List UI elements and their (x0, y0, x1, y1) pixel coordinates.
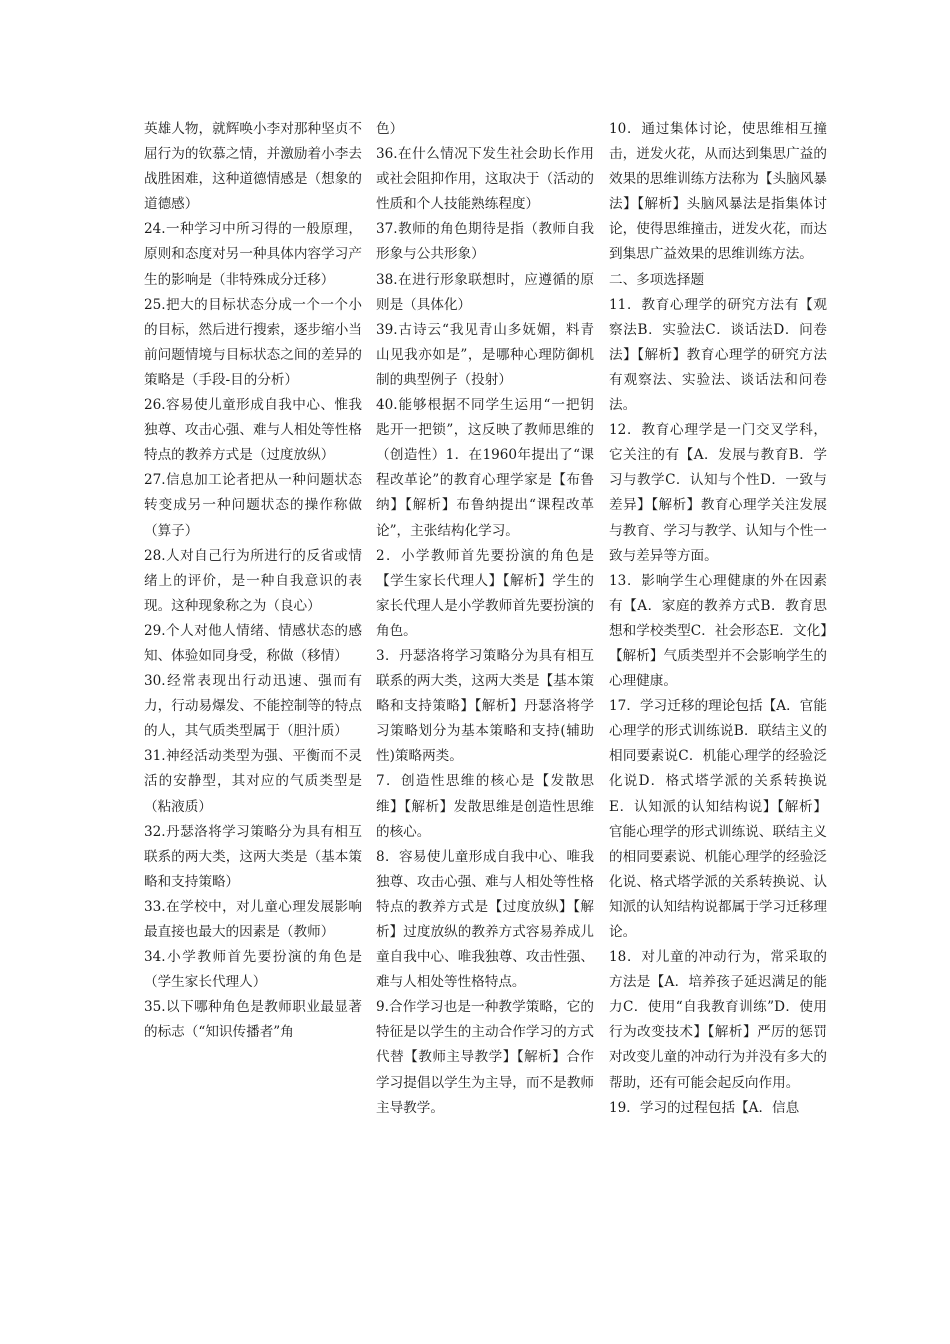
paragraph: 10．通过集体讨论，使思维相互撞击，迸发火花，从而达到集思广益的效果的思维训练方法称为【头脑风暴法】【解析】头脑风暴法是指集体讨论，使得思维撞击，迸发火花，而达到集思广益效果的思维训练方法。 (609, 121, 827, 263)
paragraph: 7．创造性思维的核心是【发散思维】【解析】发散思维是创造性思维的核心。 (376, 773, 594, 840)
paragraph: 12．教育心理学是一门交叉学科，它关注的有【A．发展与教育B．学习与教学C．认知与个性D．一致与差异】【解析】教育心理学关注发展与教育、学习与教学、认知与个性一致与差异等方面。 (609, 422, 827, 564)
paragraph: 17．学习迁移的理论包括【A．官能心理学的形式训练说B．联结主义的相同要素说C．机能心理学的经验泛化说D．格式塔学派的关系转换说E．认知派的认知结构说】【解析】官能心理学的形式训练说、联结主义的相同要素说、机能心理学的经验泛化说、格式塔学派的关系转换说、认知派的认知结构说都属于学习迁移理论。 (609, 698, 827, 940)
paragraph: 18．对儿童的冲动行为，常采取的方法是【A．培养孩子延迟满足的能力C．使用“自我教育训练”D．使用行为改变技术】【解析】严厉的惩罚对改变儿童的冲动行为并没有多大的帮助，还有可能会起反向作用。 (609, 949, 827, 1091)
paragraph: 2．小学教师首先要扮演的角色是【学生家长代理人】【解析】学生的家长代理人是小学教师首先要扮演的角色。 (376, 547, 594, 639)
paragraph: 29.个人对他人情绪、情感状态的感知、体验如同身受，称做（移情） (144, 622, 362, 664)
paragraph: 8．容易使儿童形成自我中心、唯我独尊、攻击心强、难与人相处等性格特点的教养方式是【过度放纵】【解析】过度放纵的教养方式容易养成儿童自我中心、唯我独尊、攻击性强、难与人相处等性格特点。 (376, 848, 594, 991)
section-heading: 二、多项选择题 (609, 271, 705, 288)
text-column-right (609, 117, 827, 1121)
paragraph: 色） (376, 121, 404, 137)
paragraph: 31.神经活动类型为强、平衡而不灵活的安静型，其对应的气质类型是（粘液质） (144, 748, 362, 815)
paragraph: 11．教育心理学的研究方法有【观察法B．实验法C．谈话法D．问卷法】【解析】教育心理学的研究方法有观察法、实验法、谈话法和问卷法。 (609, 296, 827, 414)
paragraph: 13．影响学生心理健康的外在因素有【A．家庭的教养方式B．教育思想和学校类型C．社会形态E．文化】【解析】气质类型并不会影响学生的心理健康。 (609, 572, 827, 690)
paragraph: 34.小学教师首先要扮演的角色是（学生家长代理人） (144, 949, 362, 991)
paragraph: 9.合作学习也是一种教学策略，它的特征是以学生的主动合作学习的方式代替【教师主导教学】【解析】合作学习提倡以学生为主导，而不是教师主导教学。 (376, 999, 594, 1116)
paragraph: 27.信息加工论者把从一种问题状态转变成另一种问题状态的操作称做（算子） (144, 472, 362, 539)
paragraph: 36.在什么情况下发生社会助长作用或社会阻抑作用，这取决于（活动的性质和个人技能熟练程度） (376, 146, 594, 213)
paragraph: 3．丹瑟洛将学习策略分为具有相互联系的两大类，这两大类是【基本策略和支持策略】【解析】丹瑟洛将学习策略划分为基本策略和支持(辅助性)策略两类。 (376, 647, 594, 765)
paragraph: 40.能够根据不同学生运用“一把钥匙开一把锁”，这反映了教师思维的（创造性）1．在1960年提出了“课程改革论”的教育心理学家是【布鲁纳】【解析】布鲁纳提出“课程改革论”，主张结构化学习。 (376, 397, 594, 539)
text-column-middle (376, 117, 594, 1121)
paragraph: 24.一种学习中所习得的一般原理，原则和态度对另一种具体内容学习产生的影响是（非特殊成分迁移） (144, 221, 362, 288)
paragraph: 35.以下哪种角色是教师职业最显著的标志（“知识传播者”角 (144, 999, 362, 1041)
paragraph: 英雄人物，就辉唤小李对那种坚贞不屈行为的钦慕之情，并激励着小李去战胜困难，这种道德情感是（想象的道德感） (144, 121, 362, 213)
paragraph: 37.教师的角色期待是指（教师自我形象与公共形象） (376, 221, 594, 263)
paragraph: 39.古诗云“我见青山多妩媚，料青山见我亦如是”，是哪种心理防御机制的典型例子（投射） (376, 321, 594, 388)
paragraph: 26.容易使儿童形成自我中心、惟我独尊、攻击心强、难与人相处等性格特点的教养方式是（过度放纵） (144, 397, 362, 464)
paragraph: 19．学习的过程包括【A．信息 (609, 1099, 800, 1116)
paragraph: 32.丹瑟洛将学习策略分为具有相互联系的两大类，这两大类是（基本策略和支持策略） (144, 823, 362, 890)
paragraph: 33.在学校中，对儿童心理发展影响最直接也最大的因素是（教师） (144, 898, 362, 940)
paragraph: 25.把大的目标状态分成一个一个小的目标，然后进行搜索，逐步缩小当前问题情境与目标状态之间的差异的策略是（手段-目的分析） (144, 296, 362, 388)
paragraph: 38.在进行形象联想时，应遵循的原则是（具体化） (376, 271, 594, 313)
paragraph: 30.经常表现出行动迅速、强而有力，行动易爆发、不能控制等的特点的人，其气质类型属于（胆汁质） (144, 673, 362, 740)
text-column-left (144, 117, 362, 1045)
paragraph: 28.人对自己行为所进行的反省或情绪上的评价，是一种自我意识的表现。这种现象称之为（良心） (144, 547, 362, 614)
